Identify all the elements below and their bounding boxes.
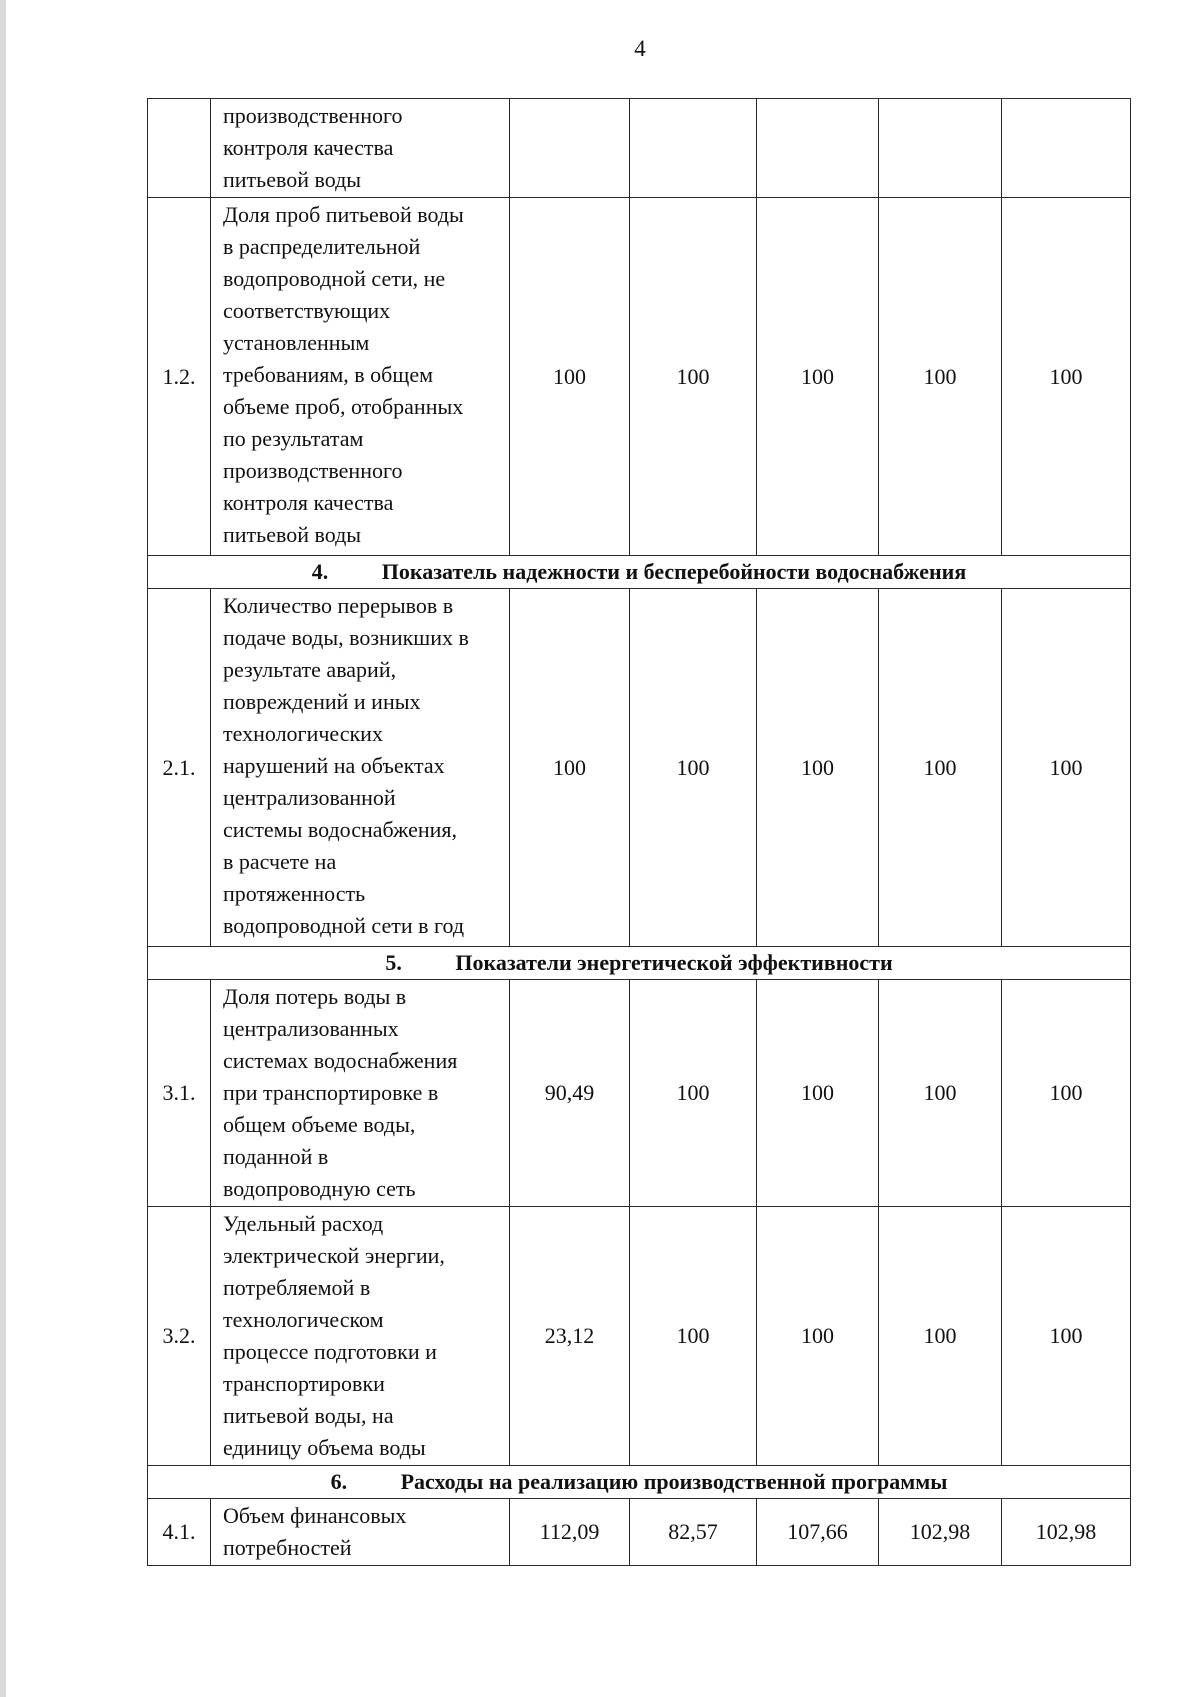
value-cell: 100 [630, 198, 757, 556]
row-number: 3.2. [148, 1207, 211, 1466]
value-cell [757, 99, 879, 198]
table-row-4-1 [148, 1499, 1131, 1566]
row-number-cell [148, 99, 211, 198]
value-cell [1002, 99, 1131, 198]
value-cell: 112,09 [510, 1499, 630, 1566]
value-cell: 100 [510, 198, 630, 556]
value-cell: 102,98 [879, 1499, 1002, 1566]
table-row-1-2 [148, 198, 1131, 556]
page-number: 4 [634, 36, 646, 61]
row-description: Удельный расход электрической энергии, потребляемой в технологическом процессе подготовки и транспортировки питьевой воды, на единицу объема воды [211, 1207, 510, 1466]
section-header-cell [148, 947, 1131, 980]
indicators-table [147, 98, 1131, 1566]
section-number: 6. [330, 1469, 348, 1494]
value-cell: 100 [757, 1207, 879, 1466]
row-number: 4.1. [148, 1499, 211, 1566]
value-cell: 100 [510, 589, 630, 947]
value-cell: 90,49 [510, 980, 630, 1207]
value-cell: 100 [879, 589, 1002, 947]
value-cell: 107,66 [757, 1499, 879, 1566]
row-number: 3.1. [148, 980, 211, 1207]
row-number: 2.1. [148, 589, 211, 947]
value-cell: 100 [1002, 198, 1131, 556]
section-title: Расходы на реализацию производственной программы [400, 1469, 948, 1494]
table-row-2-1 [148, 589, 1131, 947]
table-row-3-2 [148, 1207, 1131, 1466]
section-header-cell [148, 1466, 1131, 1499]
row-description: Объем финансовых потребностей [211, 1499, 510, 1566]
section-header-5 [148, 947, 1131, 980]
value-cell: 100 [879, 980, 1002, 1207]
row-description: производственного контроля качества питьевой воды [211, 99, 510, 198]
value-cell: 100 [879, 1207, 1002, 1466]
value-cell [879, 99, 1002, 198]
row-description: Доля потерь воды в централизованных системах водоснабжения при транспортировке в общем объеме воды, поданной в водопроводную сеть [211, 980, 510, 1207]
value-cell: 100 [757, 198, 879, 556]
section-title: Показатель надежности и бесперебойности водоснабжения [381, 559, 967, 584]
scan-left-edge [0, 0, 6, 1697]
value-cell [630, 99, 757, 198]
section-number: 4. [311, 559, 329, 584]
section-header-6 [148, 1466, 1131, 1499]
value-cell: 100 [757, 980, 879, 1207]
value-cell: 100 [630, 589, 757, 947]
section-number: 5. [385, 950, 402, 975]
value-cell [510, 99, 630, 198]
value-cell: 102,98 [1002, 1499, 1131, 1566]
row-description: Доля проб питьевой воды в распределительной водопроводной сети, не соответствующих установленным требованиям, в общем объеме проб, отобранных по результатам производственного контроля качества питьевой воды [211, 198, 510, 556]
row-number: 1.2. [148, 198, 211, 556]
row-description: Количество перерывов в подаче воды, возникших в результате аварий, повреждений и иных технологических нарушений на объектах централизованной системы водоснабжения, в расчете на протяженность водопроводной сети в год [211, 589, 510, 947]
value-cell: 100 [1002, 589, 1131, 947]
value-cell: 82,57 [630, 1499, 757, 1566]
section-header-cell [148, 556, 1131, 589]
value-cell: 100 [630, 1207, 757, 1466]
value-cell: 100 [757, 589, 879, 947]
section-header-4 [148, 556, 1131, 589]
value-cell: 23,12 [510, 1207, 630, 1466]
value-cell: 100 [1002, 980, 1131, 1207]
value-cell: 100 [1002, 1207, 1131, 1466]
table-row-continued [148, 99, 1131, 198]
value-cell: 100 [879, 198, 1002, 556]
table-row-3-1 [148, 980, 1131, 1207]
value-cell: 100 [630, 980, 757, 1207]
section-title: Показатели энергетической эффективности [455, 950, 893, 975]
